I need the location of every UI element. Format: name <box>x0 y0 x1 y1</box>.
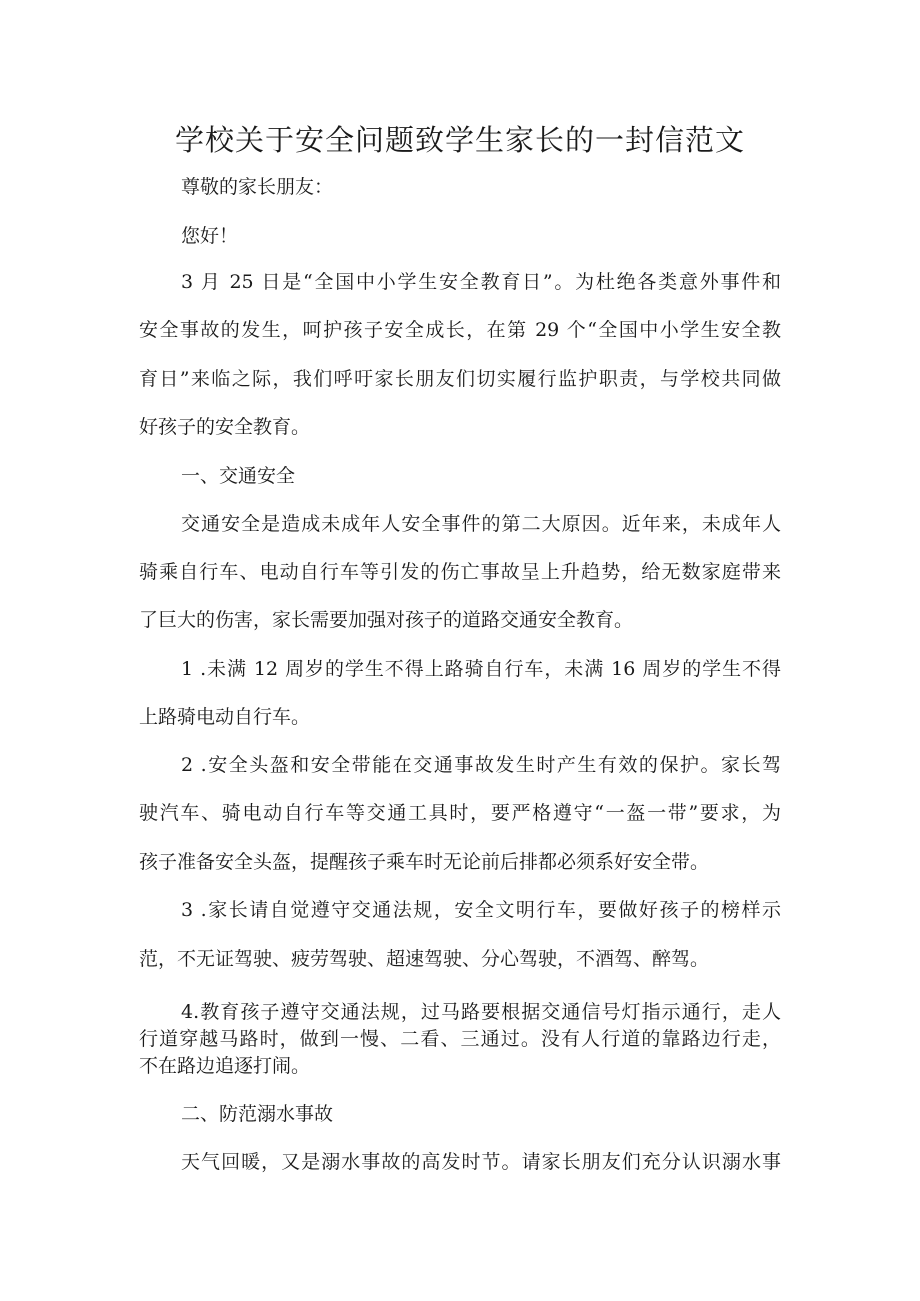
section-heading-traffic: 一、交通安全 <box>181 465 296 487</box>
section2-intro-line: 天气回暖，又是溺水事故的高发时节。请家长朋友们充分认识溺水事 <box>181 1151 781 1173</box>
section1-intro-line: 了巨大的伤害，家长需要加强对孩子的道路交通安全教育。 <box>139 609 634 631</box>
intro-line: 3 月 25 日是“全国中小学生安全教育日”。为杜绝各类意外事件和 <box>181 271 781 293</box>
list-item-4-line: 不在路边追逐打闹。 <box>139 1055 311 1077</box>
list-item-3-line: 3 .家长请自觉遵守交通法规，安全文明行车，要做好孩子的榜样示 <box>181 899 781 921</box>
greeting: 您好！ <box>181 225 239 247</box>
intro-line: 育日”来临之际，我们呼吁家长朋友们切实履行监护职责，与学校共同做 <box>139 368 781 390</box>
list-item-2-line: 驶汽车、骑电动自行车等交通工具时，要严格遵守“一盔一带”要求，为 <box>139 802 781 824</box>
section-heading-drowning: 二、防范溺水事故 <box>181 1103 334 1125</box>
intro-line: 好孩子的安全教育。 <box>139 416 311 438</box>
intro-line: 安全事故的发生，呵护孩子安全成长，在第 29 个“全国中小学生安全教 <box>139 319 781 341</box>
salutation: 尊敬的家长朋友： <box>181 176 334 198</box>
list-item-1-line: 上路骑电动自行车。 <box>139 706 311 728</box>
list-item-2-line: 孩子准备安全头盔，提醒孩子乘车时无论前后排都必须系好安全带。 <box>139 851 710 873</box>
list-item-4-line: 4.教育孩子遵守交通法规，过马路要根据交通信号灯指示通行，走人 <box>181 1001 781 1023</box>
list-item-3-line: 范，不无证驾驶、疲劳驾驶、超速驾驶、分心驾驶，不酒驾、醉驾。 <box>139 948 710 970</box>
list-item-2-line: 2 .安全头盔和安全带能在交通事故发生时产生有效的保护。家长驾 <box>181 754 781 776</box>
section1-intro-line: 骑乘自行车、电动自行车等引发的伤亡事故呈上升趋势，给无数家庭带来 <box>139 561 781 583</box>
list-item-4-line: 行道穿越马路时，做到一慢、二看、三通过。没有人行道的靠路边行走， <box>139 1028 781 1050</box>
list-item-1-line: 1 .未满 12 周岁的学生不得上路骑自行车，未满 16 周岁的学生不得 <box>181 658 781 680</box>
section1-intro-line: 交通安全是造成未成年人安全事件的第二大原因。近年来，未成年人 <box>181 513 781 535</box>
document-title: 学校关于安全问题致学生家长的一封信范文 <box>174 123 745 157</box>
